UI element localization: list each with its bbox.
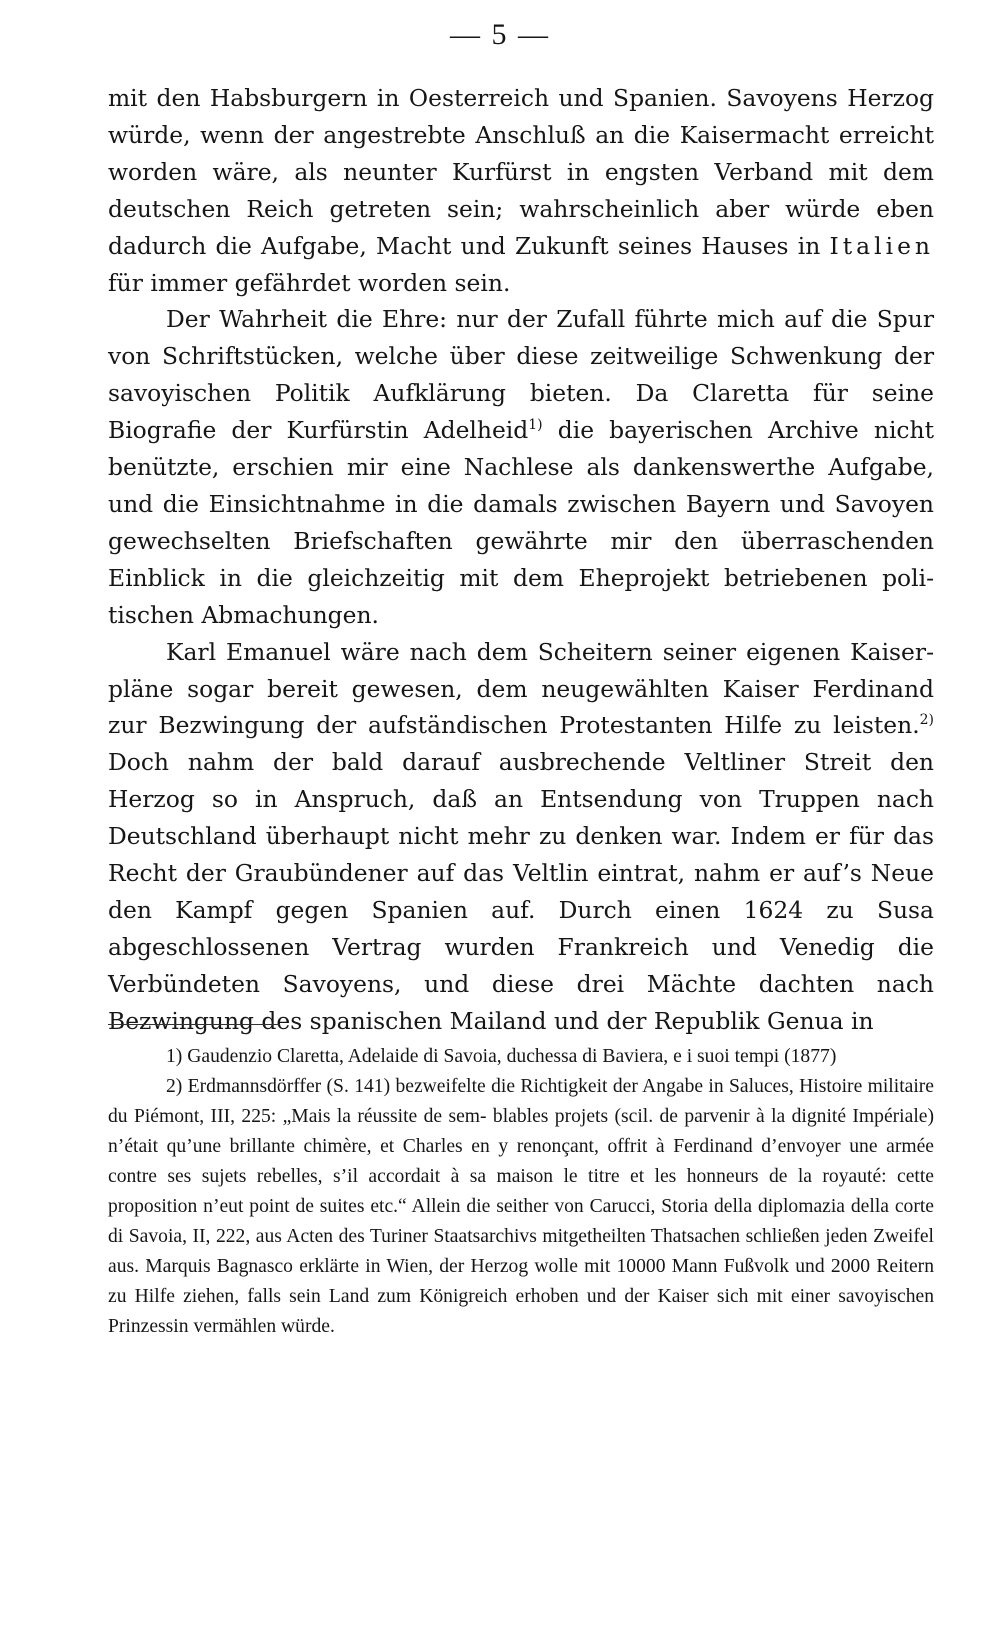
paragraph-3-text-b: Doch nahm der bald darauf ausbrechende Veltliner Streit den Herzog so in Anspruch, daß an Entsendung von Truppen nach Deutschland überhaupt nicht mehr zu denken war. Indem er für das Recht der Graubündener auf das Veltlin eintrat, nahm er auf’s Neue den Kampf gegen Spanien auf. Durch einen 1624 zu Susa abgeschlossenen Vertrag wurden Frankreich und Venedig die Verbündeten Savoyens, und diese drei Mächte dachten nach Bezwingung des spanischen Mailand und der Republik Genua in: [108, 748, 934, 1035]
footnote-separator: [108, 1024, 280, 1025]
paragraph-1-text: mit den Habsburgern in Oesterreich und Spanien. Savoyens Herzog würde, wenn der angestrebte Anschluß an die Kaisermacht erreicht worden wäre, als neunter Kurfürst in engsten Verband mit dem deutschen Reich getreten sein; wahrscheinlich aber würde eben dadurch die Aufgabe, Macht und Zukunft seines Hauses in: [108, 84, 934, 260]
paragraph-1-end: für immer gefährdet worden sein.: [108, 268, 511, 297]
paragraph-3-text-a: Karl Emanuel wäre nach dem Scheitern seiner eigenen Kaiser- pläne sogar bereit gewesen, dem neugewählten Kaiser Ferdinand zur Bezwingung der aufständischen Protestanten Hilfe zu leisten.: [108, 637, 934, 740]
paragraph-1: [108, 80, 934, 301]
footnote-2: 2) Erdmannsdörffer (S. 141) bezweifelte die Richtigkeit der Angabe in Saluces, Histoire militaire du Piémont, III, 225: „Mais la réussite de sem- blables projets (scil. de parvenir à la dignité Impériale) n’était qu’une brillante chimère, et Charles en y renonçant, offrit à Ferdinand d’envoyer une armée contre ses sujets rebelles, s’il accordait à sa maison le titre et les honneurs de la royauté: cette proposition n’eut point de suites etc.“ Allein die seither von Carucci, Storia della diplomazia della corte di Savoia, II, 222, aus Acten des Turiner Staatsarchivs mitgetheilten Thatsachen schließen jeden Zweifel aus. Marquis Bagnasco erklärte in Wien, der Herzog wolle mit 10000 Mann Fußvolk und 2000 Reitern zu Hilfe ziehen, falls sein Land zum Königreich erhoben und der Kaiser sich mit einer savoyischen Prinzessin vermählen würde.: [108, 1076, 934, 1337]
paragraph-2: [108, 301, 934, 633]
footnote-ref-1: 1): [528, 417, 543, 434]
footnote-ref-2: 2): [919, 712, 934, 729]
footnotes: [108, 1042, 934, 1342]
page-number: — 5 —: [450, 18, 550, 51]
footnote-1: 1) Gaudenzio Claretta, Adelaide di Savoia, duchessa di Baviera, e i suoi tempi (1877): [166, 1046, 837, 1067]
main-text: [108, 80, 934, 1040]
paragraph-3: [108, 634, 934, 1040]
paragraph-2-text-b: die bayerischen Archive nicht benützte, erschien mir eine Nachlese als dankenswerthe Aufgabe, und die Einsichtnahme in die damals zwischen Bayern und Savoyen gewechselten Briefschaften gewährte mir den überraschenden Einblick in die gleichzeitig mit dem Eheprojekt betriebenen poli- tischen Abmachungen.: [108, 416, 934, 629]
paragraph-2-text-a: Der Wahrheit die Ehre: nur der Zufall führte mich auf die Spur von Schriftstücken, welche über diese zeitweilige Schwenkung der savoyischen Politik Aufklärung bieten. Da Claretta für seine Biografie der Kurfürstin Adelheid: [108, 305, 934, 445]
spaced-word-italien: Italien: [829, 231, 934, 260]
